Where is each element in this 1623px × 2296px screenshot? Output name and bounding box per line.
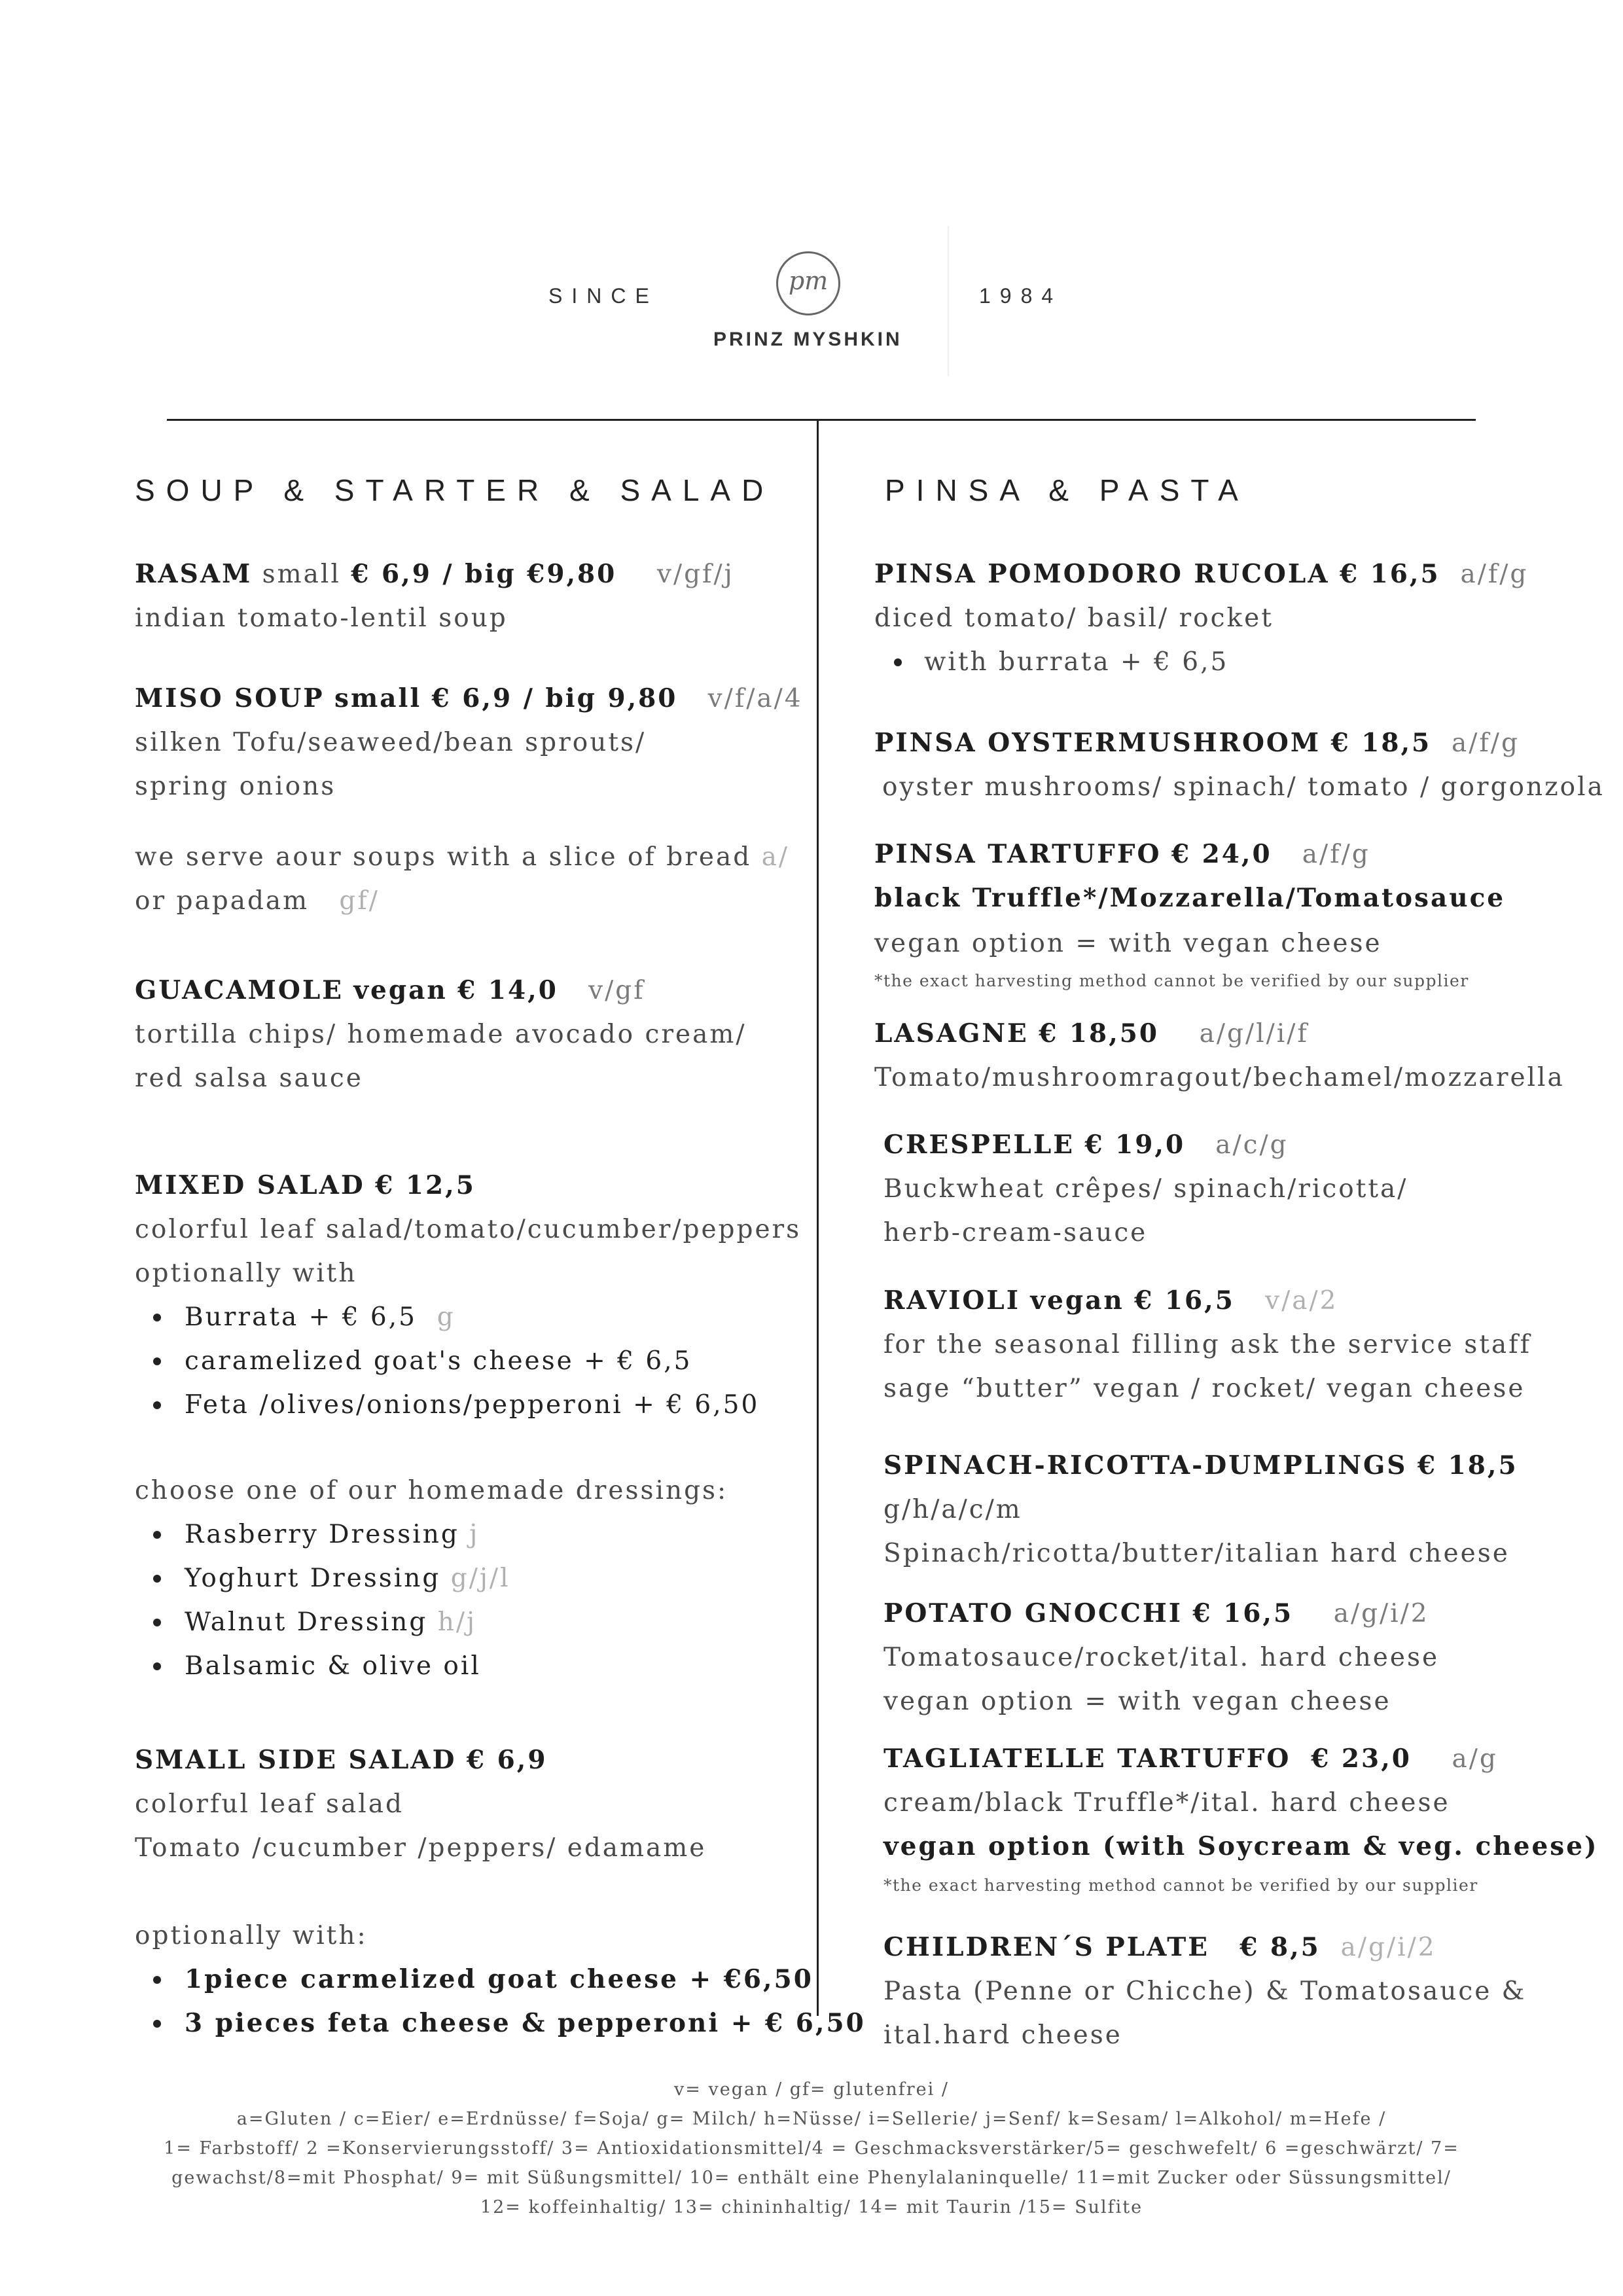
menu-item-guacamole: GUACAMOLE vegan € 14,0 v/gf (135, 975, 645, 1005)
tartuffo-vegan-option: vegan option = with vegan cheese (874, 929, 1382, 958)
side-salad-description-1: colorful leaf salad (135, 1789, 404, 1819)
horizontal-rule (167, 419, 1476, 421)
dressing-4: Balsamic & olive oil (185, 1651, 481, 1681)
bread-note-1: we serve aour soups with a slice of bread a/ (135, 842, 789, 872)
bullet (153, 1619, 161, 1626)
brand-name: PRINZ MYSHKIN (713, 329, 902, 350)
footer-legend-3: 1= Farbstoff/ 2 =Konservierungsstoff/ 3= Antioxidationsmittel/4 = Geschmacksverstärker/5= geschwefelt/ 6 =geschwärzt/ 7= (164, 2138, 1459, 2159)
menu-item-miso-soup: MISO SOUP small € 6,9 / big 9,80 v/f/a/4 (135, 683, 803, 713)
tagliatelle-description-2: vegan option (with Soycream & veg. cheese) (883, 1831, 1599, 1861)
tartuffo-description: black Truffle*/Mozzarella/Tomatosauce (874, 883, 1506, 913)
pomodoro-option: with burrata + € 6,5 (924, 647, 1229, 677)
menu-item-small-side-salad: SMALL SIDE SALAD € 6,9 (135, 1745, 548, 1775)
footer-legend-2: a=Gluten / c=Eier/ e=Erdnüsse/ f=Soja/ g= Milch/ h=Nüsse/ i=Sellerie/ j=Senf/ k=Sesam/ l=Alkohol/ m=Hefe / (236, 2109, 1387, 2129)
dressings-intro: choose one of our homemade dressings: (135, 1476, 728, 1505)
ravioli-description-1: for the seasonal filling ask the service staff (883, 1330, 1532, 1359)
footer-legend-4: gewachst/8=mit Phosphat/ 9= mit Süßungsmittel/ 10= enthält eine Phenylalaninquelle/ 11=mit Zucker oder Süssungsmittel/ (171, 2168, 1452, 2188)
bullet (153, 1662, 161, 1670)
bullet (153, 1314, 161, 1321)
bullet (153, 1357, 161, 1365)
menu-item-ravioli: RAVIOLI vegan € 16,5 v/a/2 (883, 1285, 1338, 1316)
miso-description-2: spring onions (135, 772, 336, 801)
section-title-pinsa-pasta: PINSA & PASTA (885, 473, 1249, 507)
menu-item-rasam: RASAM small € 6,9 / big €9,80 v/gf/j (135, 559, 734, 589)
side-salad-description-2: Tomato /cucumber /peppers/ edamame (135, 1833, 707, 1863)
tagliatelle-description-1: cream/black Truffle*/ital. hard cheese (883, 1788, 1450, 1818)
guacamole-description-1: tortilla chips/ homemade avocado cream/ (135, 1020, 747, 1049)
menu-item-lasagne: LASAGNE € 18,50 a/g/l/i/f (874, 1018, 1309, 1049)
mixed-salad-optional: optionally with (135, 1259, 357, 1288)
footer-legend-1: v= vegan / gf= glutenfrei / (674, 2079, 949, 2100)
side-option-1: 1piece carmelized goat cheese + €6,50 (185, 1964, 813, 1994)
menu-item-childrens-plate: CHILDREN´S PLATE € 8,5 a/g/i/2 (883, 1932, 1436, 1962)
menu-item-pinsa-oystermushroom: PINSA OYSTERMUSHROOM € 18,5 a/f/g (874, 728, 1520, 758)
tartuffo-note: *the exact harvesting method cannot be verified by our supplier (874, 971, 1469, 990)
children-description-1: Pasta (Penne or Chicche) & Tomatosauce & (883, 1977, 1527, 2006)
section-title-soup-starter-salad: SOUP & STARTER & SALAD (135, 473, 775, 507)
gnocchi-description-2: vegan option = with vegan cheese (883, 1687, 1391, 1716)
mixed-salad-description: colorful leaf salad/tomato/cucumber/peppers (135, 1215, 802, 1244)
logo-icon (776, 251, 840, 315)
dressing-1: Rasberry Dressing j (185, 1520, 480, 1549)
logo-text: pm (788, 266, 829, 295)
rasam-description: indian tomato-lentil soup (135, 603, 508, 633)
dressing-2: Yoghurt Dressing g/j/l (185, 1564, 510, 1593)
since-label: SINCE (548, 284, 658, 308)
bullet (153, 1401, 161, 1409)
menu-item-pinsa-pomodoro: PINSA POMODORO RUCOLA € 16,5 a/f/g (874, 559, 1529, 589)
menu-item-pinsa-tartuffo: PINSA TARTUFFO € 24,0 a/f/g (874, 839, 1370, 869)
column-divider (817, 419, 819, 2016)
menu-item-crespelle: CRESPELLE € 19,0 a/c/g (883, 1130, 1289, 1160)
mixed-option-1: Burrata + € 6,5 g (185, 1302, 455, 1332)
header-divider (948, 226, 949, 376)
menu-item-potato-gnocchi: POTATO GNOCCHI € 16,5 a/g/i/2 (883, 1598, 1429, 1628)
ravioli-description-2: sage “butter” vegan / rocket/ vegan cheese (883, 1374, 1525, 1403)
crespelle-description-1: Buckwheat crêpes/ spinach/ricotta/ (883, 1174, 1408, 1204)
footer-legend-5: 12= koffeinhaltig/ 13= chininhaltig/ 14= mit Taurin /15= Sulfite (480, 2197, 1143, 2217)
bullet (153, 1575, 161, 1583)
bullet (894, 658, 902, 666)
pomodoro-description: diced tomato/ basil/ rocket (874, 603, 1274, 633)
mixed-option-2: caramelized goat's cheese + € 6,5 (185, 1346, 692, 1376)
side-optional-intro: optionally with: (135, 1921, 368, 1950)
bullet (153, 2020, 161, 2028)
bullet (153, 1531, 161, 1539)
gnocchi-description-1: Tomatosauce/rocket/ital. hard cheese (883, 1643, 1440, 1672)
crespelle-description-2: herb-cream-sauce (883, 1218, 1148, 1247)
mixed-option-3: Feta /olives/onions/pepperoni + € 6,50 (185, 1390, 760, 1420)
menu-item-tagliatelle-tartuffo: TAGLIATELLE TARTUFFO € 23,0 a/g (883, 1744, 1498, 1774)
year-label: 1984 (979, 284, 1063, 308)
menu-item-mixed-salad: MIXED SALAD € 12,5 (135, 1170, 476, 1200)
dumplings-tags: g/h/a/c/m (883, 1495, 1022, 1524)
menu-item-spinach-ricotta-dumplings: SPINACH-RICOTTA-DUMPLINGS € 18,5 (883, 1450, 1518, 1480)
oyster-description: oyster mushrooms/ spinach/ tomato / gorgonzola (882, 772, 1605, 802)
lasagne-description: Tomato/mushroomragout/bechamel/mozzarella (874, 1063, 1565, 1092)
side-option-2: 3 pieces feta cheese & pepperoni + € 6,50 (185, 2008, 866, 2038)
bread-note-2: or papadam gf/ (135, 886, 380, 916)
bullet (153, 1976, 161, 1984)
guacamole-description-2: red salsa sauce (135, 1064, 363, 1093)
dumplings-description: Spinach/ricotta/butter/italian hard cheese (883, 1539, 1510, 1568)
dressing-3: Walnut Dressing h/j (185, 1607, 477, 1637)
tagliatelle-note: *the exact harvesting method cannot be verified by our supplier (883, 1876, 1478, 1895)
miso-description-1: silken Tofu/seaweed/bean sprouts/ (135, 728, 647, 757)
children-description-2: ital.hard cheese (883, 2020, 1122, 2050)
